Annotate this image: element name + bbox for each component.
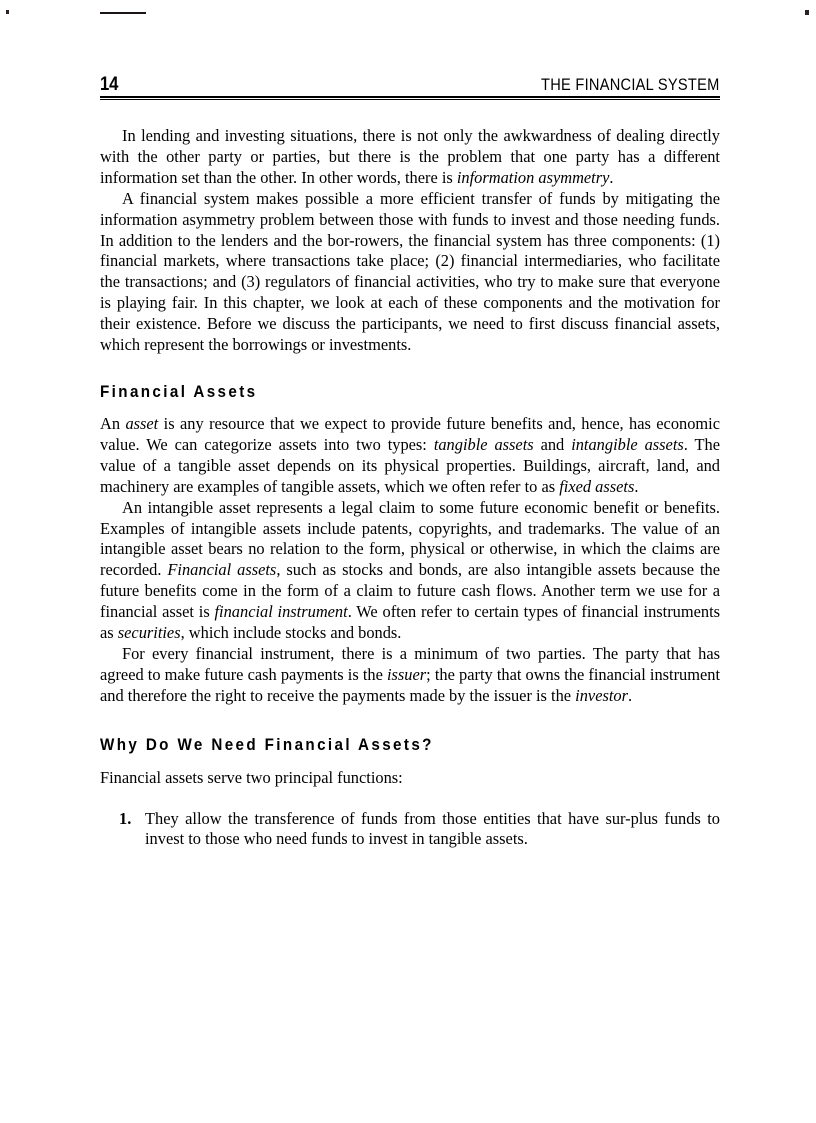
emphasis-information-asymmetry: information asymmetry — [456, 167, 610, 187]
text-run: and — [533, 434, 572, 454]
text-run: An — [100, 413, 126, 433]
paragraph-information-asymmetry — [100, 126, 720, 189]
paragraph-asset-definition — [100, 414, 720, 498]
paragraph-text: In lending and investing situations, there is not only the awkwardness of dealing directly with the other party or parties, but there is the problem that one party has a different information set than the other. In other words, there is — [100, 126, 720, 187]
crop-mark-top-left-icon — [100, 12, 146, 14]
emphasis-fixed-assets: fixed assets — [559, 476, 635, 496]
text-run: . The value of a tangible asset depends on its physical properties. Buildings, aircraft, land, and machinery are examples of tangible assets, which we often refer to as — [100, 434, 720, 496]
paragraph-issuer-investor — [100, 644, 720, 707]
emphasis-financial-instrument: financial instrument — [214, 602, 348, 622]
emphasis-asset: asset — [125, 413, 159, 433]
text-column — [100, 126, 720, 850]
registration-dot-top-left-icon — [6, 10, 9, 14]
emphasis-issuer: issuer — [387, 664, 427, 684]
text-run: is any resource that we expect to provide future benefits and, hence, has economic value. We can categorize assets into two types: — [100, 413, 720, 454]
numbered-list — [100, 809, 720, 851]
paragraph-financial-system: A financial system makes possible a more efficient transfer of funds by mitigating the information asymmetry problem between those with funds to invest and those needing funds. In addition to the lenders and the bor-rowers, the financial system has three components: (1) financial markets, where transactions take place; (2) financial intermediaries, who facilitate the transactions; and (3) regulators of financial activities, who try to make sure that everyone is playing fair. In this chapter, we look at each of these components and the motivation for their existence. Before we discuss the participants, we need to first discuss financial assets, which represent the borrowings or investments. — [100, 188, 720, 355]
list-item-text: They allow the transference of funds from those entities that have sur-plus funds to invest to those who need funds to invest in tangible assets. — [145, 808, 720, 849]
emphasis-investor: investor — [575, 685, 628, 705]
text-run: . — [634, 476, 639, 496]
header-rule — [100, 96, 720, 100]
emphasis-securities: securities — [117, 623, 181, 643]
text-run: . We often refer to certain types of financial instruments as — [100, 602, 721, 643]
running-head-title: THE FINANCIAL SYSTEM — [541, 75, 720, 94]
heading-why-do-we-need-financial-assets: Why Do We Need Financial Assets? — [100, 735, 434, 754]
running-head — [100, 74, 720, 96]
emphasis-tangible-assets: tangible assets — [433, 434, 534, 454]
text-run: , which include stocks and bonds. — [180, 623, 402, 643]
paragraph-two-principal-functions: Financial assets serve two principal functions: — [100, 767, 403, 787]
heading-financial-assets: Financial Assets — [100, 382, 258, 401]
list-item-marker: 1. — [119, 808, 132, 828]
registration-dot-top-right-icon — [805, 10, 809, 15]
text-run: An intangible asset represents a legal claim to some future economic benefit or benefits. Examples of intangible assets include patents, copyrights, and trademarks. The value of an intangible asset bears no relation to the form, physical or otherwise, in which the claims are recorded. — [100, 497, 720, 580]
text-run: , such as stocks and bonds, are also intangible assets because the future benefits come in the form of a claim to future cash flows. Another term we use for a financial asset is — [100, 560, 720, 622]
paragraph-intangible-asset — [100, 498, 720, 644]
text-run: For every financial instrument, there is a minimum of two parties. The party that has agreed to make future cash payments is the — [100, 643, 720, 684]
emphasis-intangible-assets: intangible assets — [571, 434, 684, 454]
text-run: . — [627, 685, 633, 705]
emphasis-financial-assets: Financial assets — [167, 560, 277, 580]
text-run: ; the party that owns the financial instrument and therefore the right to receive the payments made by the issuer is the — [100, 664, 720, 705]
page-number: 14 — [100, 74, 119, 95]
list-item — [100, 809, 720, 851]
paragraph-text-tail: . — [609, 167, 614, 187]
